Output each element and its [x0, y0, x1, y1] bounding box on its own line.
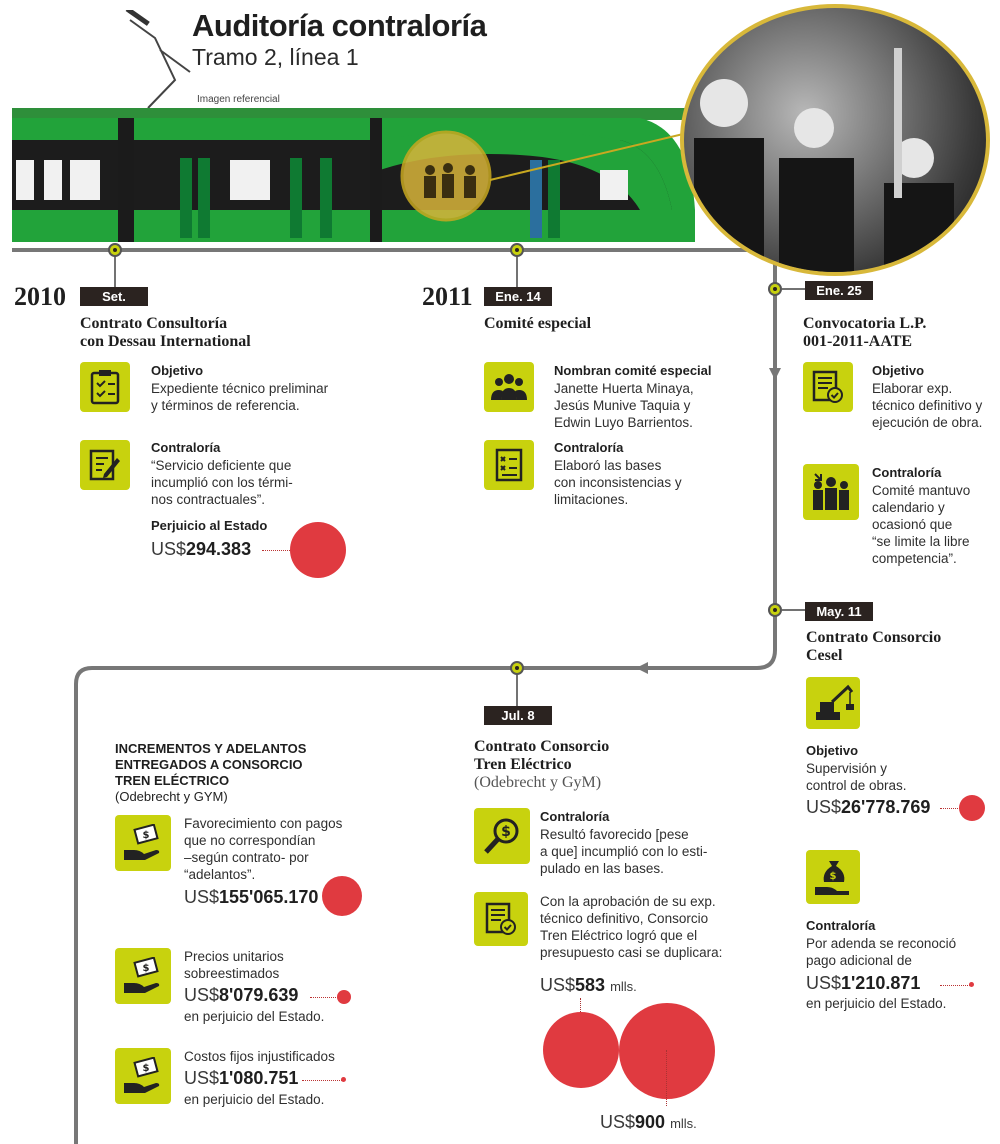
amount-2010-bubble — [290, 522, 346, 578]
svg-text:$: $ — [142, 1063, 150, 1074]
budget-583-bubble — [543, 1012, 619, 1088]
contraloria-label-2010: Contraloría — [151, 440, 221, 455]
magnifier-dollar-icon — [474, 808, 530, 864]
incremento-item2-text: Precios unitarios sobreestimados — [184, 949, 284, 981]
business-people-icon — [803, 464, 859, 520]
contraloria-text-ene25: Comité mantuvo calendario y ocasionó que “se limite la libre competencia”. — [872, 483, 971, 566]
budget-583-label: US$583 mlls. — [540, 975, 637, 995]
contraloria-text-jul8: Resultó favorecido [pese a que] incumplió con lo esti- pulado en las bases. — [540, 827, 708, 876]
amount-may11-note: en perjuicio del Estado. — [806, 996, 947, 1011]
incremento-item3-leader — [302, 1080, 342, 1081]
document-edit-icon — [80, 440, 130, 490]
year-2010: 2010 — [14, 282, 66, 311]
incremento-item1-amount: US$155'065.170 — [184, 887, 319, 907]
section-title-convocatoria: Convocatoria L.P. 001-2011-AATE — [803, 315, 927, 350]
date-tag-may11: May. 11 — [805, 602, 873, 621]
section-title-cesel: Contrato Consorcio Cesel — [806, 629, 942, 664]
timeline-node-2011 — [510, 243, 524, 257]
date-tag-ene14: Ene. 14 — [484, 287, 552, 306]
timeline-node-may11 — [768, 603, 782, 617]
page-subtitle: Tramo 2, línea 1 — [192, 44, 359, 70]
objetivo-text-ene25: Elaborar exp. técnico definitivo y ejecución de obra. — [872, 381, 983, 430]
document-approved-icon — [803, 362, 853, 412]
officials-photo — [680, 4, 990, 276]
nombran-label: Nombran comité especial — [554, 363, 712, 378]
clipboard-checklist-icon — [80, 362, 130, 412]
contraloria-text-2011: Elaboró las bases con inconsistencias y limitaciones. — [554, 458, 682, 507]
nombran-text: Janette Huerta Minaya, Jesús Munive Taquia y Edwin Luyo Barrientos. — [554, 381, 694, 430]
budget-900-label: US$900 mlls. — [600, 1112, 697, 1132]
document-approved-icon — [474, 892, 528, 946]
contraloria-text-may11: Por adenda se reconoció pago adicional de — [806, 936, 957, 968]
incremento-item2-amount: US$8'079.639 — [184, 985, 299, 1005]
incremento-item2-bubble — [337, 990, 351, 1004]
hand-money-icon — [115, 948, 171, 1004]
amount-adenda-bubble — [969, 982, 974, 987]
contraloria-label-ene25: Contraloría — [872, 465, 942, 480]
incremento-item1-text: Favorecimiento con pagos que no correspondían –según contrato- por “adelantos”. — [184, 816, 343, 882]
year-2011: 2011 — [422, 282, 473, 311]
incremento-item3-amount: US$1'080.751 — [184, 1068, 299, 1088]
section-title-comite: Comité especial — [484, 315, 592, 332]
section-title-tren-electrico: Contrato Consorcio Tren Eléctrico (Odebrecht y GyM) — [474, 738, 610, 791]
incremento-item2-leader — [310, 997, 338, 998]
amount-may11-cesel: US$26'778.769 — [806, 797, 931, 817]
date-tag-2010: Set. — [80, 287, 148, 306]
objetivo-label-may11: Objetivo — [806, 743, 859, 758]
budget-900-bubble — [619, 1003, 715, 1099]
incremento-item3-text: Costos fijos injustificados — [184, 1049, 335, 1064]
hand-money-icon — [115, 815, 171, 871]
incrementos-heading: INCREMENTOS Y ADELANTOS ENTREGADOS A CONSORCIO TREN ELÉCTRICO (Odebrecht y GYM) — [115, 741, 307, 804]
svg-text:$: $ — [829, 871, 837, 882]
amount-may11-leader — [940, 808, 960, 809]
svg-text:$: $ — [142, 830, 150, 841]
incremento-item3-note: en perjuicio del Estado. — [184, 1092, 325, 1107]
budget-900-leader — [666, 1050, 667, 1106]
section-title-2010: Contrato Consultoría con Dessau International — [80, 315, 251, 350]
money-bag-hand-icon — [806, 850, 860, 904]
image-note: Imagen referencial — [197, 94, 280, 105]
contraloria-label-jul8: Contraloría — [540, 809, 610, 824]
perjuicio-label: Perjuicio al Estado — [151, 518, 268, 533]
contraloria-label-may11: Contraloría — [806, 918, 876, 933]
amount-2010: US$294.383 — [151, 539, 252, 559]
timeline-node-ene25 — [768, 282, 782, 296]
timeline-node-2010 — [108, 243, 122, 257]
contraloria-text-2010: “Servicio deficiente que incumplió con los térmi- nos contractuales”. — [151, 458, 293, 507]
aprobacion-text: Con la aprobación de su exp. técnico definitivo, Consorcio Tren Eléctrico logró que el presupuesto casi se duplicara: — [540, 894, 723, 960]
svg-text:$: $ — [142, 963, 150, 974]
amount-may11-adenda: US$1'210.871 — [806, 973, 921, 993]
date-tag-jul8: Jul. 8 — [484, 706, 552, 725]
contraloria-label-2011: Contraloría — [554, 440, 624, 455]
page-title: Auditoría contraloría — [192, 8, 487, 43]
checklist-document-icon — [484, 440, 534, 490]
amount-may11-bubble — [959, 795, 985, 821]
timeline-node-jul8 — [510, 661, 524, 675]
amount-adenda-leader — [940, 985, 970, 986]
incremento-item2-note: en perjuicio del Estado. — [184, 1009, 325, 1024]
objetivo-label-ene25: Objetivo — [872, 363, 925, 378]
incremento-item3-bubble — [341, 1077, 346, 1082]
objetivo-label-2010: Objetivo — [151, 363, 204, 378]
group-people-icon — [484, 362, 534, 412]
objetivo-text-2010: Expediente técnico preliminar y términos de referencia. — [151, 381, 329, 413]
svg-text:$: $ — [501, 824, 511, 840]
tram-illustration — [0, 10, 760, 250]
hand-money-icon — [115, 1048, 171, 1104]
incremento-item1-bubble — [322, 876, 362, 916]
date-tag-ene25: Ene. 25 — [805, 281, 873, 300]
crane-construction-icon — [806, 677, 860, 729]
objetivo-text-may11: Supervisión y control de obras. — [806, 761, 907, 793]
